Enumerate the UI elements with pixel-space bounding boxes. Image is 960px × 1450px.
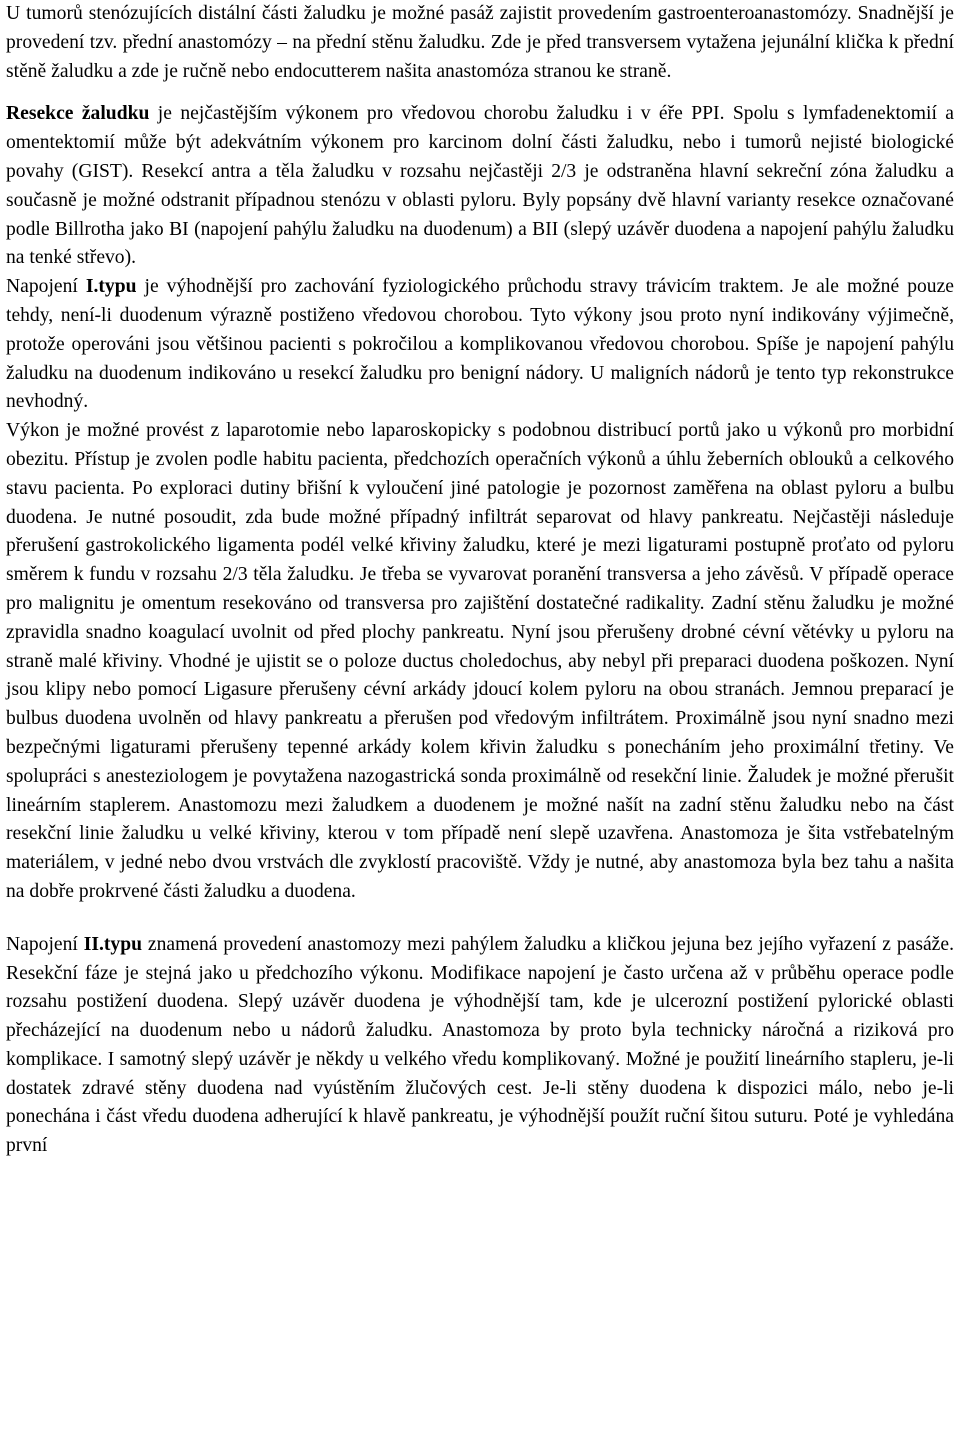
paragraph-type-two-text: znamená provedení anastomozy mezi pahýlem žaludku a kličkou jejuna bez jejího vyřazení z pasáže. Resekční fáze je stejná jako u předchozího výkonu. Modifikace napojení je často určena až v průběhu operace podle rozsahu postižení duodena. Slepý uzávěr duodena je výhodnější tam, kde je ulcerozní postižení pylorické oblasti přecházející na duodenum nebo u nádorů žaludku. Anastomoza by proto byla technicky náročná a riziková pro komplikace. I samotný slepý uzávěr je někdy u velkého vředu komplikovaný. Možné je použití lineárního stapleru, je-li dostatek zdravé stěny duodena nad vyústěním žlučových cest. Je-li stěny duodena k dispozici málo, nebo je-li ponechána i část vředu duodena adherující k hlavě pankreatu, je výhodnější použít ruční šitou suturu. Poté je vyhledána první (6, 933, 954, 1157)
paragraph-spacer (6, 86, 954, 100)
document-page (6, 0, 954, 1161)
term-type-one: I.typu (85, 276, 137, 298)
term-resekce-zaludku: Resekce žaludku (6, 103, 150, 125)
paragraph-type-one-prefix: Napojení (6, 276, 86, 298)
paragraph-gastric-resection (6, 100, 954, 273)
paragraph-spacer (6, 907, 954, 931)
term-type-two: II.typu (83, 933, 142, 955)
paragraph-type-one (6, 273, 954, 417)
paragraph-type-one-text: je výhodnější pro zachování fyziologického průchodu stravy trávicím traktem. Je ale možné pouze tehdy, není-li duodenum výrazně postiženo vředovou chorobou. Tyto výkony jsou proto nyní indikovány výjimečně, protože operováni jsou většinou pacienti s pokročilou a komplikovanou vředovou chorobou. Spíše je napojení pahýlu žaludku na duodenum indikováno u resekcí žaludku pro benigní nádory. U maligních nádorů je tento typ rekonstrukce nevhodný. (6, 276, 954, 413)
paragraph-procedure: Výkon je možné provést z laparotomie nebo laparoskopicky s podobnou distribucí portů jako u výkonů pro morbidní obezitu. Přístup je zvolen podle habitu pacienta, předchozích operačních výkonů a úhlu žeberních oblouků a celkového stavu pacienta. Po exploraci dutiny břišní k vyloučení jiné patologie je pozornost zaměřena na oblast pyloru a bulbu duodena. Je nutné posoudit, zda bude možné případný infiltrát separovat od hlavy pankreatu. Nejčastěji následuje přerušení gastrokolického ligamenta podél velké křiviny žaludku, které je mezi ligaturami postupně proťato od pyloru směrem k fundu v rozsahu 2/3 těla žaludku. Je třeba se vyvarovat poranění transversa a jeho závěsů. V případě operace pro malignitu je omentum resekováno od transversa pro zajištění dostatečné radikality. Zadní stěnu žaludku je možné zpravidla snadno koagulací uvolnit od před plochy pankreatu. Nyní jsou přerušeny drobné cévní větévky u pyloru na straně malé křiviny. Vhodné je ujistit se o poloze ductus choledochus, aby nebyl při preparaci duodena poškozen. Nyní jsou klipy nebo pomocí Ligasure přerušeny cévní arkády jdoucí kolem pyloru na obou stranách. Jemnou preparací je bulbus duodena uvolněn od hlavy pankreatu a přerušen pod vředovým infiltrátem. Proximálně jsou nyní snadno mezi bezpečnými ligaturami přerušeny tepenné arkády kolem křivin žaludku s ponecháním jeho proximální třetiny. Ve spolupráci s anesteziologem je povytažena nazogastrická sonda proximálně od resekční linie. Žaludek je možné přerušit lineárním staplerem. Anastomozu mezi žaludkem a duodenem je možné našít na zadní stěnu žaludku nebo na část resekční linie žaludku u velké křiviny, kterou v tom případě není slepě uzavřena. Anastomoza je šita vstřebatelným materiálem, v jedné nebo dvou vrstvách dle zvyklostí pracoviště. Vždy je nutné, aby anastomoza byla bez tahu a našita na dobře prokrvené části žaludku a duodena. (6, 420, 954, 902)
paragraph-gastroenteroanastomosis: U tumorů stenózujících distální části žaludku je možné pasáž zajistit provedením gastroenteroanastomózy. Snadnější je provedení tzv. přední anastomózy – na přední stěnu žaludku. Zde je před transversem vytažena jejunální klička k přední stěně žaludku a zde je ručně nebo endocutterem našita anastomóza stranou ke straně. (6, 3, 954, 82)
paragraph-gastric-resection-text: je nejčastějším výkonem pro vředovou chorobu žaludku i v éře PPI. Spolu s lymfadenektomií a omentektomií může být adekvátním výkonem pro karcinom dolní části žaludku, nebo i tumorů nejisté biologické povahy (GIST). Resekcí antra a těla žaludku v rozsahu nejčastěji 2/3 je odstraněna hlavní sekreční zóna žaludku a současně je možné odstranit případnou stenózu v oblasti pyloru. Byly popsány dvě hlavní varianty resekce označované podle Billrotha jako BI (napojení pahýlu žaludku na duodenum) a BII (slepý uzávěr duodena a napojení pahýlu žaludku na tenké střevo). (6, 103, 954, 269)
paragraph-type-two-prefix: Napojení (6, 933, 84, 955)
paragraph-type-two (6, 931, 954, 1161)
